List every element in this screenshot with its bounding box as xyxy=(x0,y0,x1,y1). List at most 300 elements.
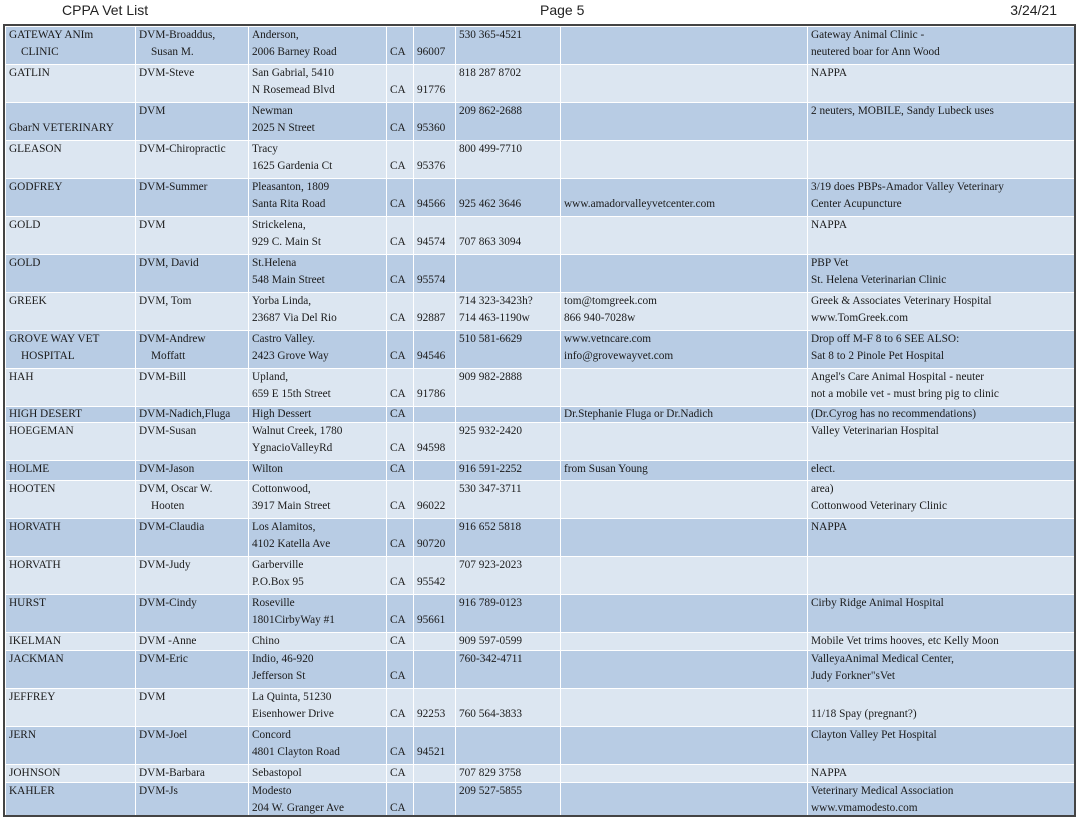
notes-cell xyxy=(808,595,1075,633)
notes-cell xyxy=(808,141,1075,179)
state-line xyxy=(390,783,410,800)
state-cell xyxy=(387,651,414,689)
phone-cell xyxy=(456,65,561,103)
contact-line xyxy=(564,255,804,272)
address-line: Upland, xyxy=(252,371,289,383)
vet-name-cell xyxy=(6,407,136,423)
state-cell xyxy=(387,179,414,217)
contact-cell xyxy=(561,689,808,727)
notes-cell xyxy=(808,651,1075,689)
state-cell xyxy=(387,595,414,633)
address-cell xyxy=(249,689,387,727)
vet-name-cell xyxy=(6,27,136,65)
vet-name-line xyxy=(9,158,132,175)
zip-line xyxy=(417,765,452,782)
contact-cell xyxy=(561,255,808,293)
state-cell xyxy=(387,103,414,141)
vet-name-line: KAHLER xyxy=(9,785,55,797)
address-line: High Dessert xyxy=(252,408,312,420)
phone-line xyxy=(459,498,557,515)
contact-cell xyxy=(561,727,808,765)
address-line: San Gabrial, 5410 xyxy=(252,67,334,79)
table-row xyxy=(6,103,1075,141)
state-line xyxy=(390,557,410,574)
state-line xyxy=(390,519,410,536)
notes-line: NAPPA xyxy=(811,767,848,779)
vet-list-table-container xyxy=(3,24,1076,817)
vet-type-cell xyxy=(136,293,249,331)
vet-name-cell xyxy=(6,65,136,103)
address-line: 4102 Katella Ave xyxy=(252,538,331,550)
vet-name-line xyxy=(9,800,132,817)
zip-line: 95542 xyxy=(417,576,446,588)
notes-line: St. Helena Veterinarian Clinic xyxy=(811,274,947,286)
address-line: La Quinta, 51230 xyxy=(252,691,332,703)
zip-line xyxy=(417,103,452,120)
vet-name-line xyxy=(9,82,132,99)
notes-cell xyxy=(808,217,1075,255)
zip-line xyxy=(417,407,452,422)
address-line: 1801CirbyWay #1 xyxy=(252,614,335,626)
contact-line xyxy=(564,141,804,158)
contact-cell xyxy=(561,217,808,255)
vet-type-line: DVM-Js xyxy=(139,785,178,797)
vet-name-line: HURST xyxy=(9,597,47,609)
notes-line: Clayton Valley Pet Hospital xyxy=(811,729,937,741)
vet-type-line: DVM, Tom xyxy=(139,295,192,307)
notes-cell xyxy=(808,633,1075,651)
contact-line xyxy=(564,800,804,817)
zip-line: 91786 xyxy=(417,388,446,400)
notes-line xyxy=(811,557,1071,574)
vet-type-line: DVM-Cindy xyxy=(139,597,197,609)
address-cell xyxy=(249,27,387,65)
vet-name-cell xyxy=(6,651,136,689)
phone-line: 925 932-2420 xyxy=(459,425,523,437)
zip-cell xyxy=(414,727,456,765)
address-cell xyxy=(249,179,387,217)
zip-line xyxy=(417,293,452,310)
vet-type-line xyxy=(139,706,245,723)
vet-name-cell xyxy=(6,783,136,818)
zip-cell xyxy=(414,217,456,255)
address-cell xyxy=(249,369,387,407)
state-cell xyxy=(387,331,414,369)
address-line: P.O.Box 95 xyxy=(252,576,304,588)
table-row xyxy=(6,65,1075,103)
zip-line xyxy=(417,595,452,612)
notes-line xyxy=(811,536,1071,553)
state-line xyxy=(390,369,410,386)
state-line: CA xyxy=(390,122,406,134)
zip-line: 96007 xyxy=(417,46,446,58)
notes-cell xyxy=(808,331,1075,369)
vet-type-line xyxy=(139,440,245,457)
vet-name-line: GODFREY xyxy=(9,181,63,193)
vet-name-line xyxy=(9,536,132,553)
phone-line: 714 323-3423h? xyxy=(459,295,533,307)
phone-line: 707 923-2023 xyxy=(459,559,523,571)
contact-line xyxy=(564,668,804,685)
notes-line: Judy Forkner"sVet xyxy=(811,670,895,682)
vet-type-line xyxy=(139,386,245,403)
phone-line: 800 499-7710 xyxy=(459,143,523,155)
notes-line: neutered boar for Ann Wood xyxy=(811,46,940,58)
phone-line xyxy=(459,217,557,234)
address-line: 204 W. Granger Ave xyxy=(252,802,345,814)
zip-line xyxy=(417,519,452,536)
address-line: Yorba Linda, xyxy=(252,295,312,307)
zip-cell xyxy=(414,255,456,293)
vet-name-line: JERN xyxy=(9,729,36,741)
contact-line xyxy=(564,369,804,386)
phone-cell xyxy=(456,141,561,179)
vet-type-cell xyxy=(136,595,249,633)
state-line xyxy=(390,141,410,158)
table-row xyxy=(6,369,1075,407)
phone-line: 916 652 5818 xyxy=(459,521,522,533)
address-cell xyxy=(249,783,387,818)
phone-line xyxy=(459,668,557,685)
notes-cell xyxy=(808,765,1075,783)
notes-cell xyxy=(808,407,1075,423)
table-row xyxy=(6,217,1075,255)
contact-line: 866 940-7028w xyxy=(564,312,636,324)
contact-cell xyxy=(561,783,808,818)
vet-type-line xyxy=(139,668,245,685)
address-cell xyxy=(249,651,387,689)
zip-cell xyxy=(414,519,456,557)
vet-type-line: Susan M. xyxy=(151,46,194,58)
vet-type-cell xyxy=(136,557,249,595)
vet-type-cell xyxy=(136,461,249,481)
address-line: 659 E 15th Street xyxy=(252,388,331,400)
vet-name-line: GbarN VETERINARY xyxy=(9,122,114,134)
contact-line xyxy=(564,783,804,800)
vet-type-cell xyxy=(136,141,249,179)
state-cell xyxy=(387,141,414,179)
contact-cell xyxy=(561,179,808,217)
zip-line xyxy=(417,668,452,685)
address-cell xyxy=(249,481,387,519)
phone-cell xyxy=(456,689,561,727)
zip-cell xyxy=(414,179,456,217)
address-cell xyxy=(249,461,387,481)
contact-line: tom@tomgreek.com xyxy=(564,295,657,307)
table-row xyxy=(6,519,1075,557)
vet-type-line: DVM-Steve xyxy=(139,67,195,79)
address-cell xyxy=(249,65,387,103)
vet-name-cell xyxy=(6,519,136,557)
vet-name-line: HOLME xyxy=(9,463,50,475)
vet-type-line: DVM-Jason xyxy=(139,463,195,475)
contact-line: Dr.Stephanie Fluga or Dr.Nadich xyxy=(564,408,714,420)
notes-cell xyxy=(808,481,1075,519)
phone-cell xyxy=(456,293,561,331)
phone-line xyxy=(459,440,557,457)
contact-line: www.vetncare.com xyxy=(564,333,652,345)
vet-name-cell xyxy=(6,481,136,519)
vet-name-cell xyxy=(6,557,136,595)
zip-line xyxy=(417,727,452,744)
notes-line xyxy=(811,158,1071,175)
table-row xyxy=(6,481,1075,519)
phone-cell xyxy=(456,103,561,141)
vet-type-line: Moffatt xyxy=(151,350,186,362)
vet-type-line: DVM xyxy=(139,219,166,231)
phone-cell xyxy=(456,217,561,255)
address-cell xyxy=(249,423,387,461)
phone-line xyxy=(459,407,557,422)
zip-line xyxy=(417,557,452,574)
vet-type-cell xyxy=(136,27,249,65)
state-cell xyxy=(387,423,414,461)
contact-line: info@grovewayvet.com xyxy=(564,350,674,362)
contact-cell xyxy=(561,557,808,595)
vet-name-line: IKELMAN xyxy=(9,635,62,647)
table-row xyxy=(6,407,1075,423)
vet-name-cell xyxy=(6,369,136,407)
state-line xyxy=(390,481,410,498)
vet-name-line: GREEK xyxy=(9,295,47,307)
table-row xyxy=(6,689,1075,727)
state-cell xyxy=(387,633,414,651)
address-cell xyxy=(249,103,387,141)
document-title: CPPA Vet List xyxy=(62,2,149,18)
vet-type-line: Hooten xyxy=(151,500,185,512)
vet-type-cell xyxy=(136,331,249,369)
vet-name-line: GATEWAY ANIm xyxy=(9,29,94,41)
vet-type-line: DVM-Joel xyxy=(139,729,188,741)
table-row xyxy=(6,765,1075,783)
phone-line xyxy=(459,727,557,744)
notes-cell xyxy=(808,689,1075,727)
notes-line: 3/19 does PBPs-Amador Valley Veterinary xyxy=(811,181,1004,193)
vet-type-line: DVM-Barbara xyxy=(139,767,205,779)
zip-line xyxy=(417,651,452,668)
vet-name-line xyxy=(9,234,132,251)
address-line: 2423 Grove Way xyxy=(252,350,329,362)
contact-cell xyxy=(561,595,808,633)
contact-line xyxy=(564,557,804,574)
contact-cell xyxy=(561,633,808,651)
address-line: Wilton xyxy=(252,463,283,475)
contact-cell xyxy=(561,27,808,65)
phone-line: 818 287 8702 xyxy=(459,67,522,79)
contact-line xyxy=(564,179,804,196)
address-cell xyxy=(249,141,387,179)
address-cell xyxy=(249,217,387,255)
notes-line: elect. xyxy=(811,463,836,475)
state-cell xyxy=(387,369,414,407)
contact-cell xyxy=(561,765,808,783)
zip-line xyxy=(417,481,452,498)
address-line: YgnacioValleyRd xyxy=(252,442,333,454)
notes-cell xyxy=(808,727,1075,765)
contact-line xyxy=(564,651,804,668)
zip-cell xyxy=(414,407,456,423)
zip-cell xyxy=(414,633,456,651)
address-line: Anderson, xyxy=(252,29,299,41)
state-cell xyxy=(387,765,414,783)
vet-type-line xyxy=(139,234,245,251)
vet-type-cell xyxy=(136,179,249,217)
notes-line: not a mobile vet - must bring pig to clinic xyxy=(811,388,999,400)
contact-line xyxy=(564,234,804,251)
contact-line xyxy=(564,706,804,723)
state-cell xyxy=(387,217,414,255)
zip-line xyxy=(417,65,452,82)
vet-type-line xyxy=(139,310,245,327)
zip-line xyxy=(417,141,452,158)
state-cell xyxy=(387,461,414,481)
vet-name-line: HORVATH xyxy=(9,521,61,533)
table-row xyxy=(6,331,1075,369)
contact-line xyxy=(564,120,804,137)
address-line: Indio, 46-920 xyxy=(252,653,314,665)
state-cell xyxy=(387,65,414,103)
contact-line xyxy=(564,689,804,706)
contact-line xyxy=(564,82,804,99)
state-cell xyxy=(387,689,414,727)
vet-name-line: JOHNSON xyxy=(9,767,61,779)
contact-line xyxy=(564,386,804,403)
vet-name-line xyxy=(9,744,132,761)
notes-cell xyxy=(808,27,1075,65)
zip-line: 94566 xyxy=(417,198,446,210)
table-row xyxy=(6,633,1075,651)
zip-cell xyxy=(414,783,456,818)
zip-line xyxy=(417,217,452,234)
zip-line: 96022 xyxy=(417,500,446,512)
notes-line: Center Acupuncture xyxy=(811,198,902,210)
state-line xyxy=(390,179,410,196)
contact-line xyxy=(564,595,804,612)
notes-line: Cirby Ridge Animal Hospital xyxy=(811,597,944,609)
notes-cell xyxy=(808,293,1075,331)
state-cell xyxy=(387,727,414,765)
contact-line xyxy=(564,536,804,553)
vet-type-cell xyxy=(136,689,249,727)
vet-name-line: GOLD xyxy=(9,257,41,269)
phone-cell xyxy=(456,179,561,217)
vet-name-line: HIGH DESERT xyxy=(9,408,83,420)
notes-line xyxy=(811,440,1071,457)
notes-line: Mobile Vet trims hooves, etc Kelly Moon xyxy=(811,635,999,647)
vet-type-cell xyxy=(136,369,249,407)
vet-name-cell xyxy=(6,423,136,461)
phone-cell xyxy=(456,651,561,689)
state-line xyxy=(390,255,410,272)
zip-line: 92253 xyxy=(417,708,446,720)
phone-line: 707 829 3758 xyxy=(459,767,522,779)
zip-cell xyxy=(414,765,456,783)
zip-cell xyxy=(414,293,456,331)
phone-cell xyxy=(456,255,561,293)
notes-cell xyxy=(808,369,1075,407)
table-row xyxy=(6,461,1075,481)
zip-line: 90720 xyxy=(417,538,446,550)
state-line xyxy=(390,689,410,706)
vet-name-cell xyxy=(6,179,136,217)
vet-name-line: JEFFREY xyxy=(9,691,56,703)
vet-name-line xyxy=(9,103,132,120)
notes-cell xyxy=(808,519,1075,557)
vet-type-line xyxy=(139,272,245,289)
vet-name-line xyxy=(9,574,132,591)
address-line: Sebastopol xyxy=(252,767,302,779)
vet-type-cell xyxy=(136,217,249,255)
state-line: CA xyxy=(390,463,406,475)
address-cell xyxy=(249,331,387,369)
table-row xyxy=(6,783,1075,818)
zip-line: 94574 xyxy=(417,236,446,248)
zip-line xyxy=(417,800,452,817)
vet-type-line xyxy=(139,800,245,817)
phone-line: 909 982-2888 xyxy=(459,371,523,383)
contact-line xyxy=(564,727,804,744)
contact-line xyxy=(564,481,804,498)
contact-cell xyxy=(561,461,808,481)
notes-line: Greek & Associates Veterinary Hospital xyxy=(811,295,992,307)
notes-line: 2 neuters, MOBILE, Sandy Lubeck uses xyxy=(811,105,994,117)
state-cell xyxy=(387,27,414,65)
vet-name-line: CLINIC xyxy=(21,46,59,58)
vet-type-cell xyxy=(136,651,249,689)
state-line xyxy=(390,423,410,440)
table-row xyxy=(6,651,1075,689)
vet-name-line: GLEASON xyxy=(9,143,62,155)
vet-name-line: GROVE WAY VET xyxy=(9,333,100,345)
zip-line xyxy=(417,179,452,196)
phone-line: 916 789-0123 xyxy=(459,597,523,609)
vet-name-line: HORVATH xyxy=(9,559,61,571)
contact-line xyxy=(564,612,804,629)
table-row xyxy=(6,141,1075,179)
zip-cell xyxy=(414,557,456,595)
phone-line: 760 564-3833 xyxy=(459,708,523,720)
vet-name-cell xyxy=(6,141,136,179)
phone-line xyxy=(459,612,557,629)
phone-cell xyxy=(456,765,561,783)
state-line: CA xyxy=(390,388,406,400)
vet-name-line: HAH xyxy=(9,371,34,383)
phone-line: 510 581-6629 xyxy=(459,333,523,345)
contact-line xyxy=(564,633,804,650)
phone-line xyxy=(459,348,557,365)
vet-type-cell xyxy=(136,519,249,557)
address-line: Modesto xyxy=(252,785,292,797)
zip-cell xyxy=(414,27,456,65)
zip-cell xyxy=(414,103,456,141)
contact-line xyxy=(564,65,804,82)
vet-type-line: DVM, Oscar W. xyxy=(139,483,213,495)
vet-name-cell xyxy=(6,217,136,255)
state-line: CA xyxy=(390,802,406,814)
notes-cell xyxy=(808,65,1075,103)
state-line: CA xyxy=(390,84,406,96)
address-line: 548 Main Street xyxy=(252,274,325,286)
notes-line xyxy=(811,120,1071,137)
vet-name-line: HOOTEN xyxy=(9,483,56,495)
address-cell xyxy=(249,727,387,765)
vet-type-line: DVM xyxy=(139,691,166,703)
phone-line xyxy=(459,689,557,706)
table-row xyxy=(6,293,1075,331)
state-line: CA xyxy=(390,538,406,550)
vet-type-line xyxy=(139,158,245,175)
state-cell xyxy=(387,783,414,818)
